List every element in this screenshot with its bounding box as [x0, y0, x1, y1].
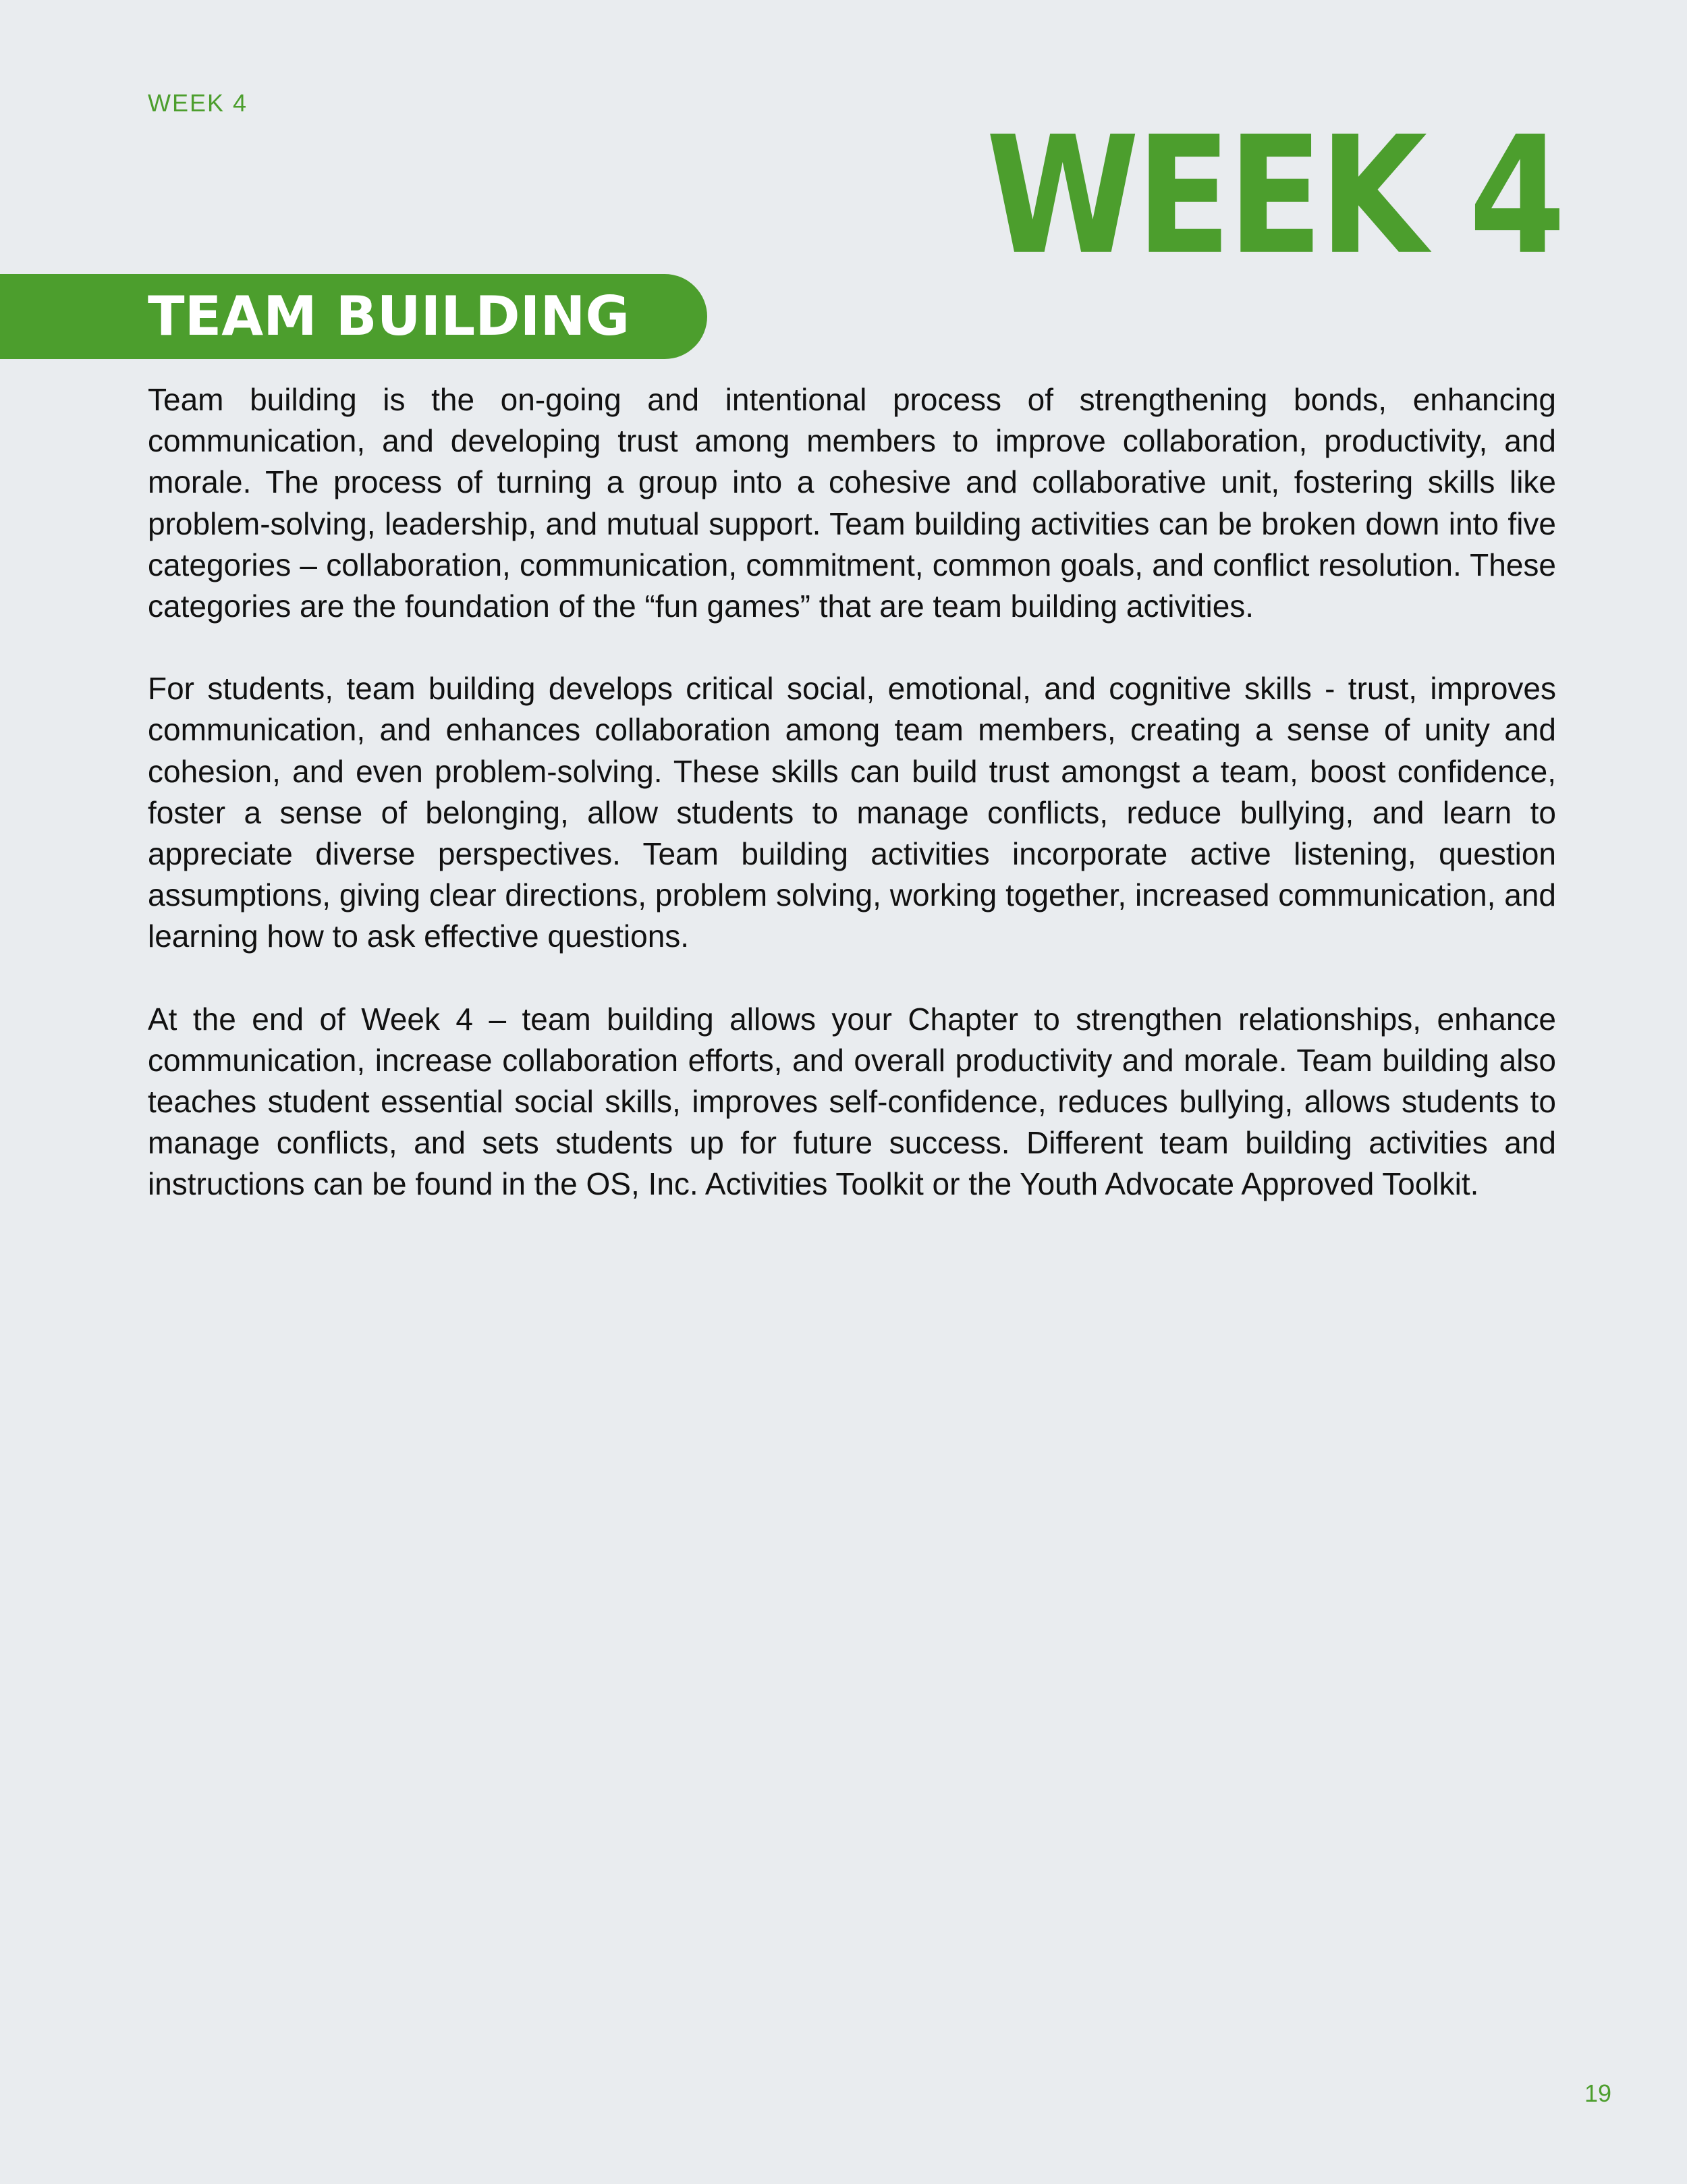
body-text: [148, 379, 1556, 1247]
paragraph: At the end of Week 4 – team building allows your Chapter to strengthen relationships, enhance communication, increase collaboration efforts, and overall productivity and morale. Team building also teaches student essential social skills, improves self-confidence, reduces bullying, allows students to manage conflicts, and sets students up for future success. Different team building activities and instructions can be found in the OS, Inc. Activities Toolkit or the Youth Advocate Approved Toolkit.: [148, 1001, 1556, 1202]
page-title: WEEK 4: [985, 101, 1562, 290]
running-header: WEEK 4: [148, 89, 248, 117]
page-number: 19: [1584, 2079, 1611, 2107]
section-title: TEAM BUILDING: [148, 285, 630, 348]
paragraph: For students, team building develops critical social, emotional, and cognitive skills - trust, improves communication, and enhances collaboration among team members, creating a sense of unity and cohesion, and even problem-solving. These skills can build trust amongst a team, boost confidence, foster a sense of belonging, allow students to manage conflicts, reduce bullying, and learn to appreciate diverse perspectives. Team building activities incorporate active listening, question assumptions, giving clear directions, problem solving, working together, increased communication, and learning how to ask effective questions.: [148, 671, 1556, 954]
paragraph: Team building is the on-going and intentional process of strengthening bonds, enhancing communication, and developing trust among members to improve collaboration, productivity, and morale. The process of turning a group into a cohesive and collaborative unit, fostering skills like problem-solving, leadership, and mutual support. Team building activities can be broken down into five categories – collaboration, communication, commitment, common goals, and conflict resolution. These categories are the foundation of the “fun games” that are team building activities.: [148, 382, 1556, 624]
